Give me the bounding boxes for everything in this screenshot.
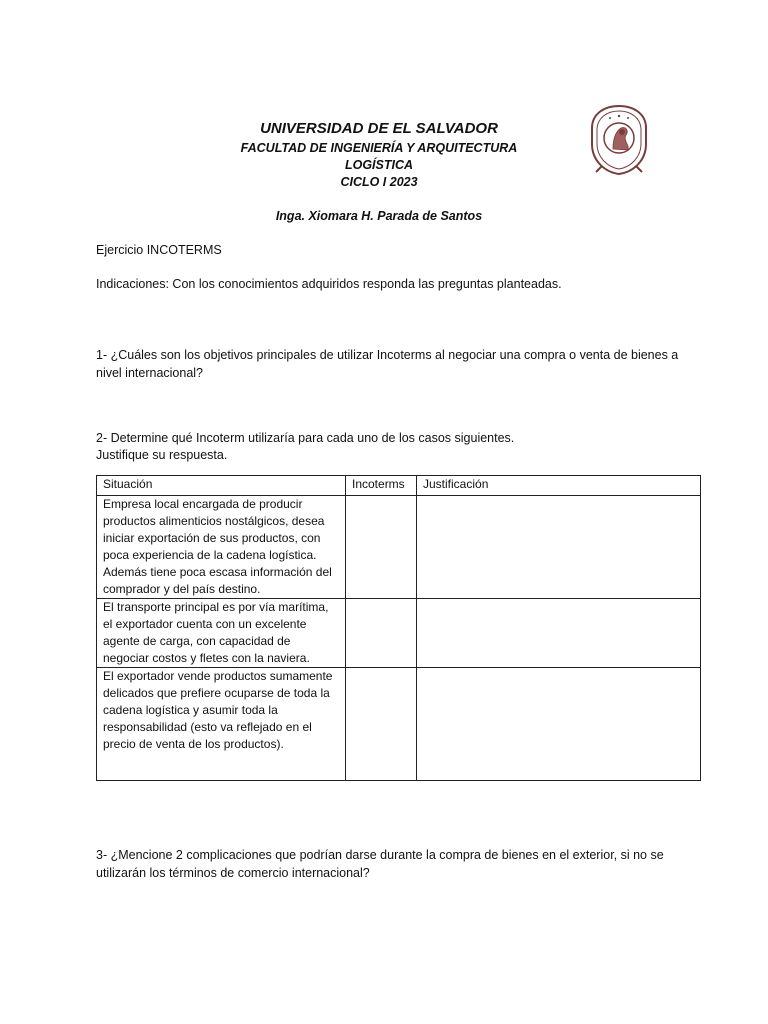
- table-row: [97, 496, 701, 599]
- question-2-justify: Justifique su respuesta.: [96, 448, 228, 462]
- university-title: UNIVERSIDAD DE EL SALVADOR: [260, 120, 498, 137]
- cases-table: [96, 475, 701, 781]
- subject-title: LOGÍSTICA: [344, 158, 414, 172]
- header-incoterms: Incoterms: [346, 476, 417, 496]
- exercise-title: Ejercicio INCOTERMS: [96, 243, 222, 257]
- question-2: 2- Determine qué Incoterm utilizaría para cada uno de los casos siguientes.: [96, 431, 515, 445]
- table-row: [97, 599, 701, 668]
- justification-cell[interactable]: [417, 668, 701, 781]
- table-row: [97, 668, 701, 781]
- justification-cell[interactable]: [417, 496, 701, 599]
- instructions: Indicaciones: Con los conocimientos adquiridos responda las preguntas planteadas.: [96, 277, 562, 291]
- teacher-name: Inga. Xiomara H. Parada de Santos: [275, 209, 483, 223]
- situation-cell: Empresa local encargada de producir productos alimenticios nostálgicos, desea iniciar exportación de sus productos, con poca experiencia de la cadena logística. Además tiene poca escasa información del comprador y del país destino.: [97, 496, 346, 599]
- faculty-title: FACULTAD DE INGENIERÍA Y ARQUITECTURA: [240, 141, 518, 155]
- justification-cell[interactable]: [417, 599, 701, 668]
- header-justification: Justificación: [417, 476, 701, 496]
- question-1: 1- ¿Cuáles son los objetivos principales de utilizar Incoterms al negociar una compra o venta de bienes a nivel internacional?: [96, 348, 679, 380]
- question-3: 3- ¿Mencione 2 complicaciones que podrían darse durante la compra de bienes en el exterior, si no se utilizarán los términos de comercio internacional?: [96, 848, 664, 880]
- situation-cell: El transporte principal es por vía marítima, el exportador cuenta con un excelente agente de carga, con capacidad de negociar costos y fletes con la naviera.: [97, 599, 346, 668]
- cycle-title: CICLO I 2023: [340, 175, 418, 189]
- incoterms-cell[interactable]: [346, 496, 417, 599]
- situation-cell: El exportador vende productos sumamente delicados que prefiere ocuparse de toda la cadena logística y asumir toda la responsabilidad (esto va reflejado en el precio de venta de los productos).: [97, 668, 346, 781]
- incoterms-cell[interactable]: [346, 668, 417, 781]
- header-situation: Situación: [97, 476, 346, 496]
- table-header-row: [97, 476, 701, 496]
- incoterms-cell[interactable]: [346, 599, 417, 668]
- university-seal-icon: [588, 104, 650, 176]
